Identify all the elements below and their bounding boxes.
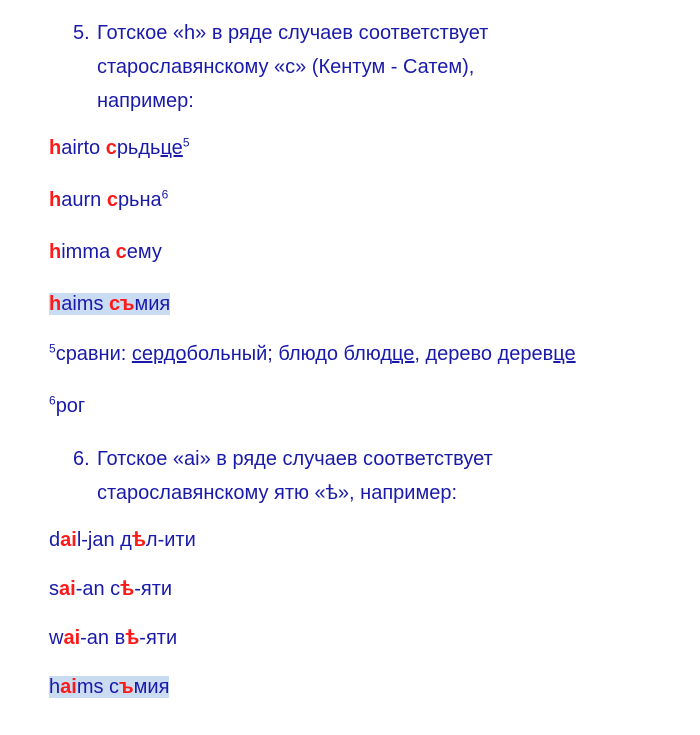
highlight-letter: с [106, 189, 118, 211]
highlight-letter: h [49, 241, 62, 263]
footnote-reference[interactable]: 5 [182, 135, 190, 150]
highlight-diphthong: ai [63, 627, 81, 649]
gothic-word-part: h [49, 676, 61, 698]
underlined-fragment: це [160, 137, 183, 159]
highlight-hard-sign: ъ [119, 676, 134, 698]
footnote-mark: 6 [49, 393, 56, 408]
list-number: 5. [73, 22, 90, 44]
slavonic-word-part: с [110, 578, 121, 600]
gothic-word-part: -an [75, 578, 105, 600]
highlight-yat: ѣ [131, 529, 146, 551]
gothic-word-part: s [49, 578, 59, 600]
footnote-mark: 5 [49, 341, 56, 356]
footnote-reference[interactable]: 6 [161, 187, 169, 202]
slavonic-word-rest: мия [134, 293, 171, 315]
slavonic-word-part: мия [133, 676, 170, 698]
highlight-diphthong: ai [59, 578, 76, 600]
gothic-word-rest: aurn [61, 189, 102, 211]
example-line [49, 575, 172, 603]
example-line [49, 526, 196, 554]
selection-highlight [49, 676, 169, 698]
gothic-word-part: l-jan [76, 529, 115, 551]
slavonic-word-rest: рьдь [116, 137, 161, 159]
highlight-diphthong: ai [60, 676, 77, 698]
underlined-fragment: сердо [131, 343, 187, 365]
highlight-letter: h [49, 189, 62, 211]
list-text-line: старославянскому «с» (Кентум - Сатем), [97, 56, 475, 78]
highlight-letter: с [105, 137, 117, 159]
footnote-6 [49, 392, 85, 420]
example-line [49, 238, 162, 266]
slavonic-word-part: с [109, 676, 120, 698]
example-line [49, 186, 168, 214]
highlight-diphthong: ai [60, 529, 77, 551]
list-text-line: старославянскому ятю «ѣ», например: [97, 482, 458, 504]
slavonic-word-rest: ему [126, 241, 162, 263]
underlined-fragment: це [392, 343, 415, 365]
gothic-word-rest: airto [61, 137, 101, 159]
highlight-letter: ъ [119, 293, 135, 315]
gothic-word-part: w [49, 627, 64, 649]
slavonic-word-part: -яти [134, 578, 173, 600]
gothic-word-rest: imma [61, 241, 111, 263]
example-line [49, 624, 177, 652]
example-line [49, 134, 190, 162]
footnote-text: больный; блюдо блюд [186, 343, 393, 365]
gothic-word-part: -an [80, 627, 110, 649]
highlight-yat: ѣ [125, 627, 140, 649]
highlight-letter: h [49, 137, 62, 159]
footnote-text: рог [55, 395, 86, 417]
slavonic-word-part: в [114, 627, 126, 649]
highlight-letter: с [109, 293, 120, 315]
selection-highlight [49, 293, 170, 315]
highlight-letter: h [49, 293, 62, 315]
slavonic-word-part: -яти [139, 627, 178, 649]
example-line-selected[interactable] [49, 290, 170, 318]
example-line-selected[interactable] [49, 673, 169, 701]
highlight-yat: ѣ [120, 578, 135, 600]
list-text-line: например: [97, 90, 194, 112]
footnote-lead: сравни: [55, 343, 132, 365]
slavonic-word-part: д [120, 529, 132, 551]
footnote-text: , дерево дерев [414, 343, 554, 365]
list-item-5 [0, 18, 700, 113]
highlight-letter: с [115, 241, 127, 263]
gothic-word-part: ms [76, 676, 104, 698]
list-text-line: Готское «ai» в ряде случаев соответствует [97, 448, 493, 470]
gothic-word-part: d [49, 529, 61, 551]
list-text-line: Готское «h» в ряде случаев соответствует [97, 22, 489, 44]
slavonic-word-part: л-ити [145, 529, 196, 551]
underlined-fragment: це [553, 343, 576, 365]
list-item-6 [0, 444, 700, 508]
footnote-5 [49, 340, 576, 368]
gothic-word-rest: aims [61, 293, 104, 315]
list-number: 6. [73, 448, 90, 470]
slavonic-word-rest: рьна [117, 189, 162, 211]
